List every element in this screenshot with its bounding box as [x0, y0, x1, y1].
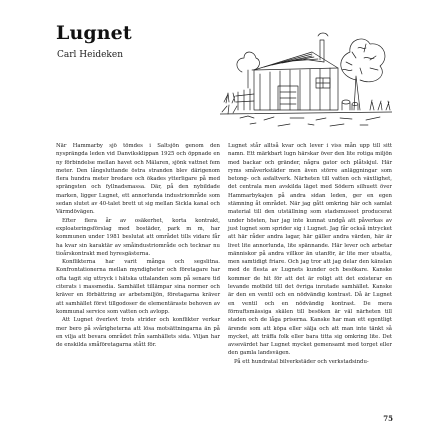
right-column — [228, 142, 392, 366]
industrial-building-sketch-icon — [220, 22, 392, 130]
paragraph: När Hammarby sjö tömdes i Saltsjön genom den nysprängda leden vid Danviksklippan 1925 och öppnade en ny förbindelse mellan havet och Mälaren, sjönk vattnet fem meter. Den långsluttande östra stranden blev därigenom flera hundra meter bredare och ökades ytterligare på med sprängsten och fyllnadsmassa. Där, på den nybildade marken, ligger Lugnet, ett annorlunda industriområde som sedan slutet av 40-talet brett ut sig mellan Sickla kanal och Värmdövägen. — [56, 143, 220, 216]
article-title: Lugnet — [56, 22, 132, 44]
paragraph: Att Lugnet överlevt trots strider och konflikter verkar mer bero på svårigheterna att lösa motsättningarna än på en vilja att bevara området från samhällets sida. Viljan har de enskilda småföretagarna stått för. — [56, 317, 220, 349]
paragraph: Lugnet står alltså kvar och lever i viss mån upp till sitt namn. Ett märkbart lugn härskar över den lite rotiga miljön med backar och gränder, några gator och plåtskjul. Här ryms småverkstäder men även större anläggningar som betong- och asfaltverk. Närheten till vatten och växtlighet, det centrala men avskilda läget med Södern silhuett över Hammarbykajen på andra sidan leden, ger en egen stämning åt området. När jag gått omkring här och samlat material till den utställning som stadsmuseet producerat under hösten, har jag inte kunnat undgå att påverkas av just lugnet som sprider sig i Lugnet. Jag får också intrycket att här råder andra lagar, här gäller andra värden, här är livet lite annorlunda, lite spännande. Här lever och arbetar människor på andra villkor än utanför, är lite mer utsatta, men samtidigt friare. Och jag tror att jag delar den känslan med de flesta av Lugnets kunder och besökare. Kanske kommer de hit för att det är roligt att det existerar en levande motbild till det övriga inrutade samhället. Kanske är den en ventil och en nödvändig kontrast. Då är Lugnet en ventil och en nödvändig kontrast. De mera förnuftsmässiga skälen till besöken är väl närheten till staden och de låga priserna. Kanske har man ett egentligt ärende som att köpa eller sälja och att man inte tänkt så mycket, att träffa folk eller bara titta sig omkring lite. Det avsevärdet har Lugnet mycket gemensamt med torget eller den gamla landsvägen. — [228, 143, 392, 357]
left-column — [56, 142, 220, 349]
paragraph: På ett hundratal bilverkstäder och verkstadsindu- — [234, 358, 369, 365]
page-number: 75 — [383, 414, 393, 423]
paragraph: Efter flera år av osäkerhet, korta kontrakt, exploateringsförslag med bostäder, park m m, har kommunen under 1981 beslutat att området tills vidare får ha kvar sin karaktär av småindustriområde och tecknar nu tioårskontrakt med hyresgästerna. — [56, 217, 220, 257]
article-author: Carl Heideken — [57, 50, 124, 60]
paragraph: Konflikterna har varit många och segslitna. Konfrontationerna mellan myndigheter och företagare har ofta tagit sig uttryck i hätska uttalanden som på senare tid citerats i massmedia. Samhället tillämpar sina normer och kräver en förbättring av arbetsmiljön, företagarna kräver att samhället först tillgodoser de elementäraste behoven av kommunal service som vatten och avlopp. — [56, 259, 220, 315]
